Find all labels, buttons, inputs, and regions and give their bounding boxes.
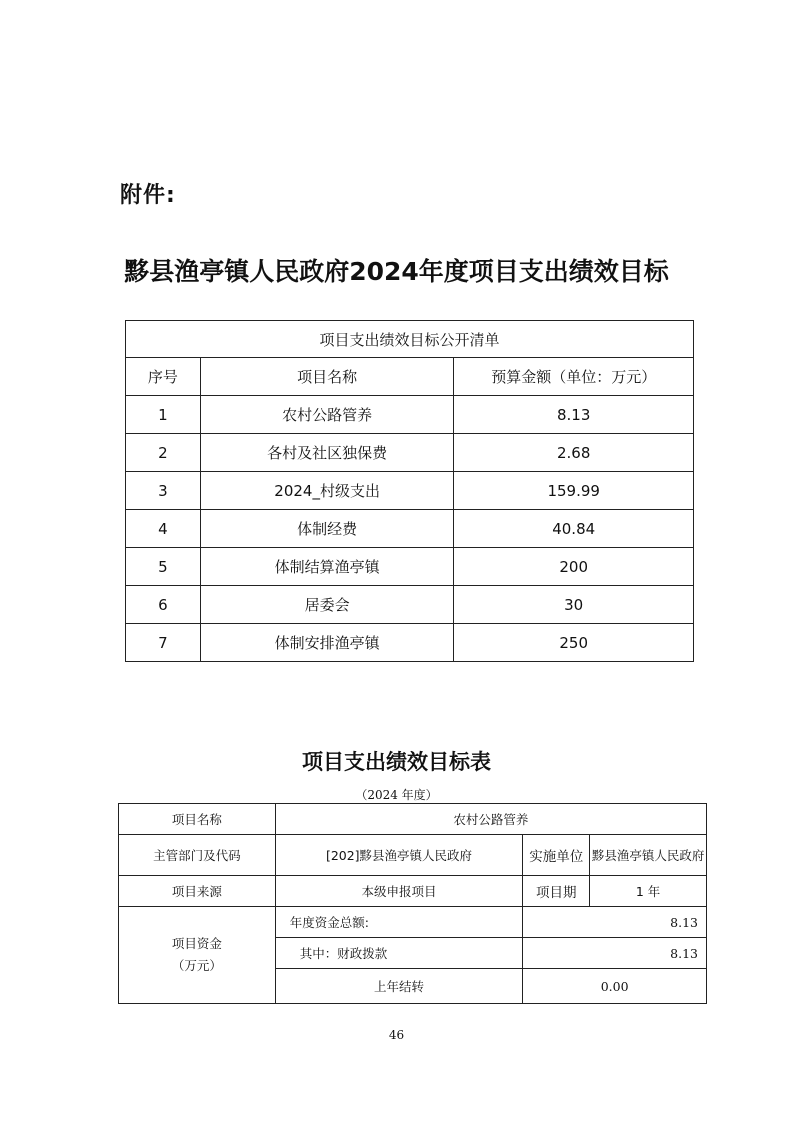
project-list-table: [125, 320, 694, 662]
table-row: [126, 396, 694, 434]
annual-total-value: 8.13: [523, 907, 707, 938]
table-row: [126, 586, 694, 624]
source-value: 本级申报项目: [275, 876, 523, 907]
row-index: 5: [126, 548, 201, 586]
period-value: 1 年: [590, 876, 707, 907]
fiscal-value: 8.13: [523, 938, 707, 969]
table-row: [126, 434, 694, 472]
project-name-value: 农村公路管养: [275, 804, 706, 835]
row-budget: 2.68: [454, 434, 694, 472]
header-budget: 预算金额（单位：万元）: [454, 358, 694, 396]
row-index: 2: [126, 434, 201, 472]
row-index: 4: [126, 510, 201, 548]
table-row: [126, 548, 694, 586]
document-title: 黟县渔亭镇人民政府2024年度项目支出绩效目标: [124, 257, 669, 286]
row-project-name: 2024_村级支出: [200, 472, 454, 510]
header-index: 序号: [126, 358, 201, 396]
row-budget: 8.13: [454, 396, 694, 434]
row-project-name: 体制经费: [200, 510, 454, 548]
period-label: 项目期: [523, 876, 590, 907]
impl-unit-label: 实施单位: [523, 835, 590, 876]
dept-value: [202]黟县渔亭镇人民政府: [275, 835, 523, 876]
row-index: 7: [126, 624, 201, 662]
performance-target-table: [118, 803, 707, 1004]
row-project-name: 体制安排渔亭镇: [200, 624, 454, 662]
row-budget: 40.84: [454, 510, 694, 548]
row-budget: 30: [454, 586, 694, 624]
table-row: [126, 624, 694, 662]
funds-label: 项目资金: [171, 936, 222, 951]
row-budget: 250: [454, 624, 694, 662]
funds-label-cell: [119, 907, 276, 1004]
carryover-label: 上年结转: [275, 969, 523, 1004]
header-project-name: 项目名称: [200, 358, 454, 396]
attachment-label: 附件:: [120, 183, 176, 208]
row-project-name: 农村公路管养: [200, 396, 454, 434]
dept-label: 主管部门及代码: [119, 835, 276, 876]
row-index: 1: [126, 396, 201, 434]
section-subtitle: （2024 年度）: [355, 788, 438, 802]
row-project-name: 居委会: [200, 586, 454, 624]
carryover-value: 0.00: [523, 969, 707, 1004]
table-caption: 项目支出绩效目标公开清单: [126, 321, 694, 358]
section-title: 项目支出绩效目标表: [302, 750, 491, 774]
funds-unit: （万元）: [171, 958, 222, 973]
fiscal-label: 其中：财政拨款: [275, 938, 523, 969]
row-index: 3: [126, 472, 201, 510]
impl-unit-value: 黟县渔亭镇人民政府: [590, 835, 707, 876]
row-index: 6: [126, 586, 201, 624]
page-number: 46: [388, 1028, 405, 1042]
row-project-name: 体制结算渔亭镇: [200, 548, 454, 586]
table-row: [126, 510, 694, 548]
annual-total-label: 年度资金总额:: [275, 907, 523, 938]
row-project-name: 各村及社区独保费: [200, 434, 454, 472]
row-budget: 159.99: [454, 472, 694, 510]
table-row: [126, 472, 694, 510]
project-name-label: 项目名称: [119, 804, 276, 835]
row-budget: 200: [454, 548, 694, 586]
source-label: 项目来源: [119, 876, 276, 907]
